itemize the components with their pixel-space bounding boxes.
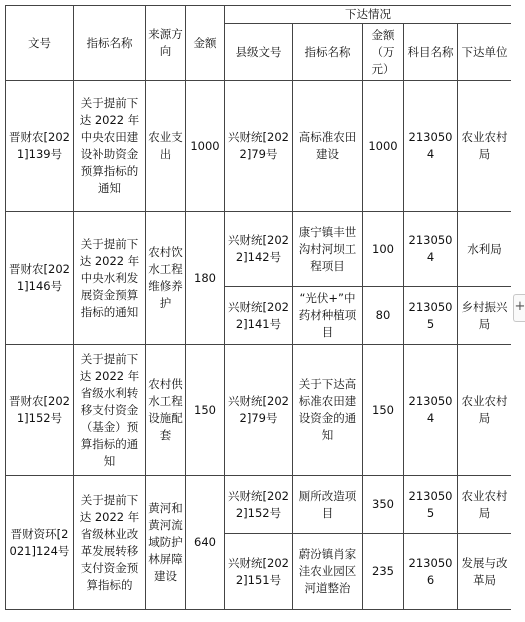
header-county-doc: 县级文号 xyxy=(225,24,293,81)
row-1-sub-amount: 1000 xyxy=(363,81,404,212)
budget-table xyxy=(5,5,511,610)
row-4a-sub-amount: 350 xyxy=(363,476,404,534)
row-1-unit: 农业农村局 xyxy=(458,81,512,212)
row-2-index-name: 关于提前下达 2022 年中央水利发展资金预算指标的通知 xyxy=(74,212,146,345)
row-3-amount: 150 xyxy=(186,345,225,476)
row-2b-county-doc: 兴财统[2022]141号 xyxy=(225,287,293,345)
header-sub-index-name: 指标名称 xyxy=(293,24,363,81)
row-2a-sub-amount: 100 xyxy=(363,212,404,287)
row-4b-sub-amount: 235 xyxy=(363,534,404,610)
row-4-index-name: 关于提前下达 2022 年省级林业改革发展转移支付资金预算指标的 xyxy=(74,476,146,610)
expand-plus-icon[interactable]: + xyxy=(513,294,525,322)
row-4a-subject: 2130505 xyxy=(404,476,458,534)
row-4b-subject: 2130506 xyxy=(404,534,458,610)
row-2-source: 农村饮水工程维修养护 xyxy=(146,212,186,345)
header-source: 来源方向 xyxy=(146,6,186,81)
row-3-sub-name: 关于下达高标准农田建设资金的通知 xyxy=(293,345,363,476)
row-4b-county-doc: 兴财统[2022]151号 xyxy=(225,534,293,610)
row-3-source: 农村供水工程设施配套 xyxy=(146,345,186,476)
row-2a-unit: 水利局 xyxy=(458,212,512,287)
row-2b-sub-amount: 80 xyxy=(363,287,404,345)
header-amount: 金额 xyxy=(186,6,225,81)
row-3-subject: 2130504 xyxy=(404,345,458,476)
row-3-index-name: 关于提前下达 2022 年省级水利转移支付资金（基金）预算指标的通知 xyxy=(74,345,146,476)
row-1-source: 农业支出 xyxy=(146,81,186,212)
row-2-amount: 180 xyxy=(186,212,225,345)
row-2b-subject: 2130505 xyxy=(404,287,458,345)
row-2-doc-no: 晋财农[2021]146号 xyxy=(6,212,74,345)
row-3-doc-no: 晋财农[2021]152号 xyxy=(6,345,74,476)
row-3-sub-amount: 150 xyxy=(363,345,404,476)
row-1-amount: 1000 xyxy=(186,81,225,212)
header-index-name: 指标名称 xyxy=(74,6,146,81)
row-4-source: 黄河和黄河流域防护林屏障建设 xyxy=(146,476,186,610)
header-unit: 下达单位 xyxy=(458,24,512,81)
header-subject-name: 科目名称 xyxy=(404,24,458,81)
row-4-amount: 640 xyxy=(186,476,225,610)
row-2b-unit: 乡村振兴局 xyxy=(458,287,512,345)
row-4b-sub-name: 蔚汾镇肖家洼农业园区河道整治 xyxy=(293,534,363,610)
row-2a-sub-name: 康宁镇丰世沟村河坝工程项目 xyxy=(293,212,363,287)
row-4a-sub-name: 厕所改造项目 xyxy=(293,476,363,534)
table-viewport xyxy=(5,5,511,622)
row-1-county-doc: 兴财统[2022]79号 xyxy=(225,81,293,212)
header-doc-no: 文号 xyxy=(6,6,74,81)
row-2a-county-doc: 兴财统[2022]142号 xyxy=(225,212,293,287)
row-2b-sub-name: “光伏+”中药材种植项目 xyxy=(293,287,363,345)
row-4b-unit: 发展与改革局 xyxy=(458,534,512,610)
row-4a-county-doc: 兴财统[2022]152号 xyxy=(225,476,293,534)
row-1-sub-name: 高标准农田建设 xyxy=(293,81,363,212)
header-issue: 下达情况 xyxy=(225,6,512,24)
row-2a-subject: 2130504 xyxy=(404,212,458,287)
row-3-county-doc: 兴财统[2022]79号 xyxy=(225,345,293,476)
row-1-index-name: 关于提前下达 2022 年中央农田建设补助资金预算指标的通知 xyxy=(74,81,146,212)
header-sub-amount: 金额（万元） xyxy=(363,24,404,81)
row-3-unit: 农业农村局 xyxy=(458,345,512,476)
row-4a-unit: 农业农村局 xyxy=(458,476,512,534)
row-1-subject: 2130504 xyxy=(404,81,458,212)
row-1-doc-no: 晋财农[2021]139号 xyxy=(6,81,74,212)
row-4-doc-no: 晋财资环[2021]124号 xyxy=(6,476,74,610)
